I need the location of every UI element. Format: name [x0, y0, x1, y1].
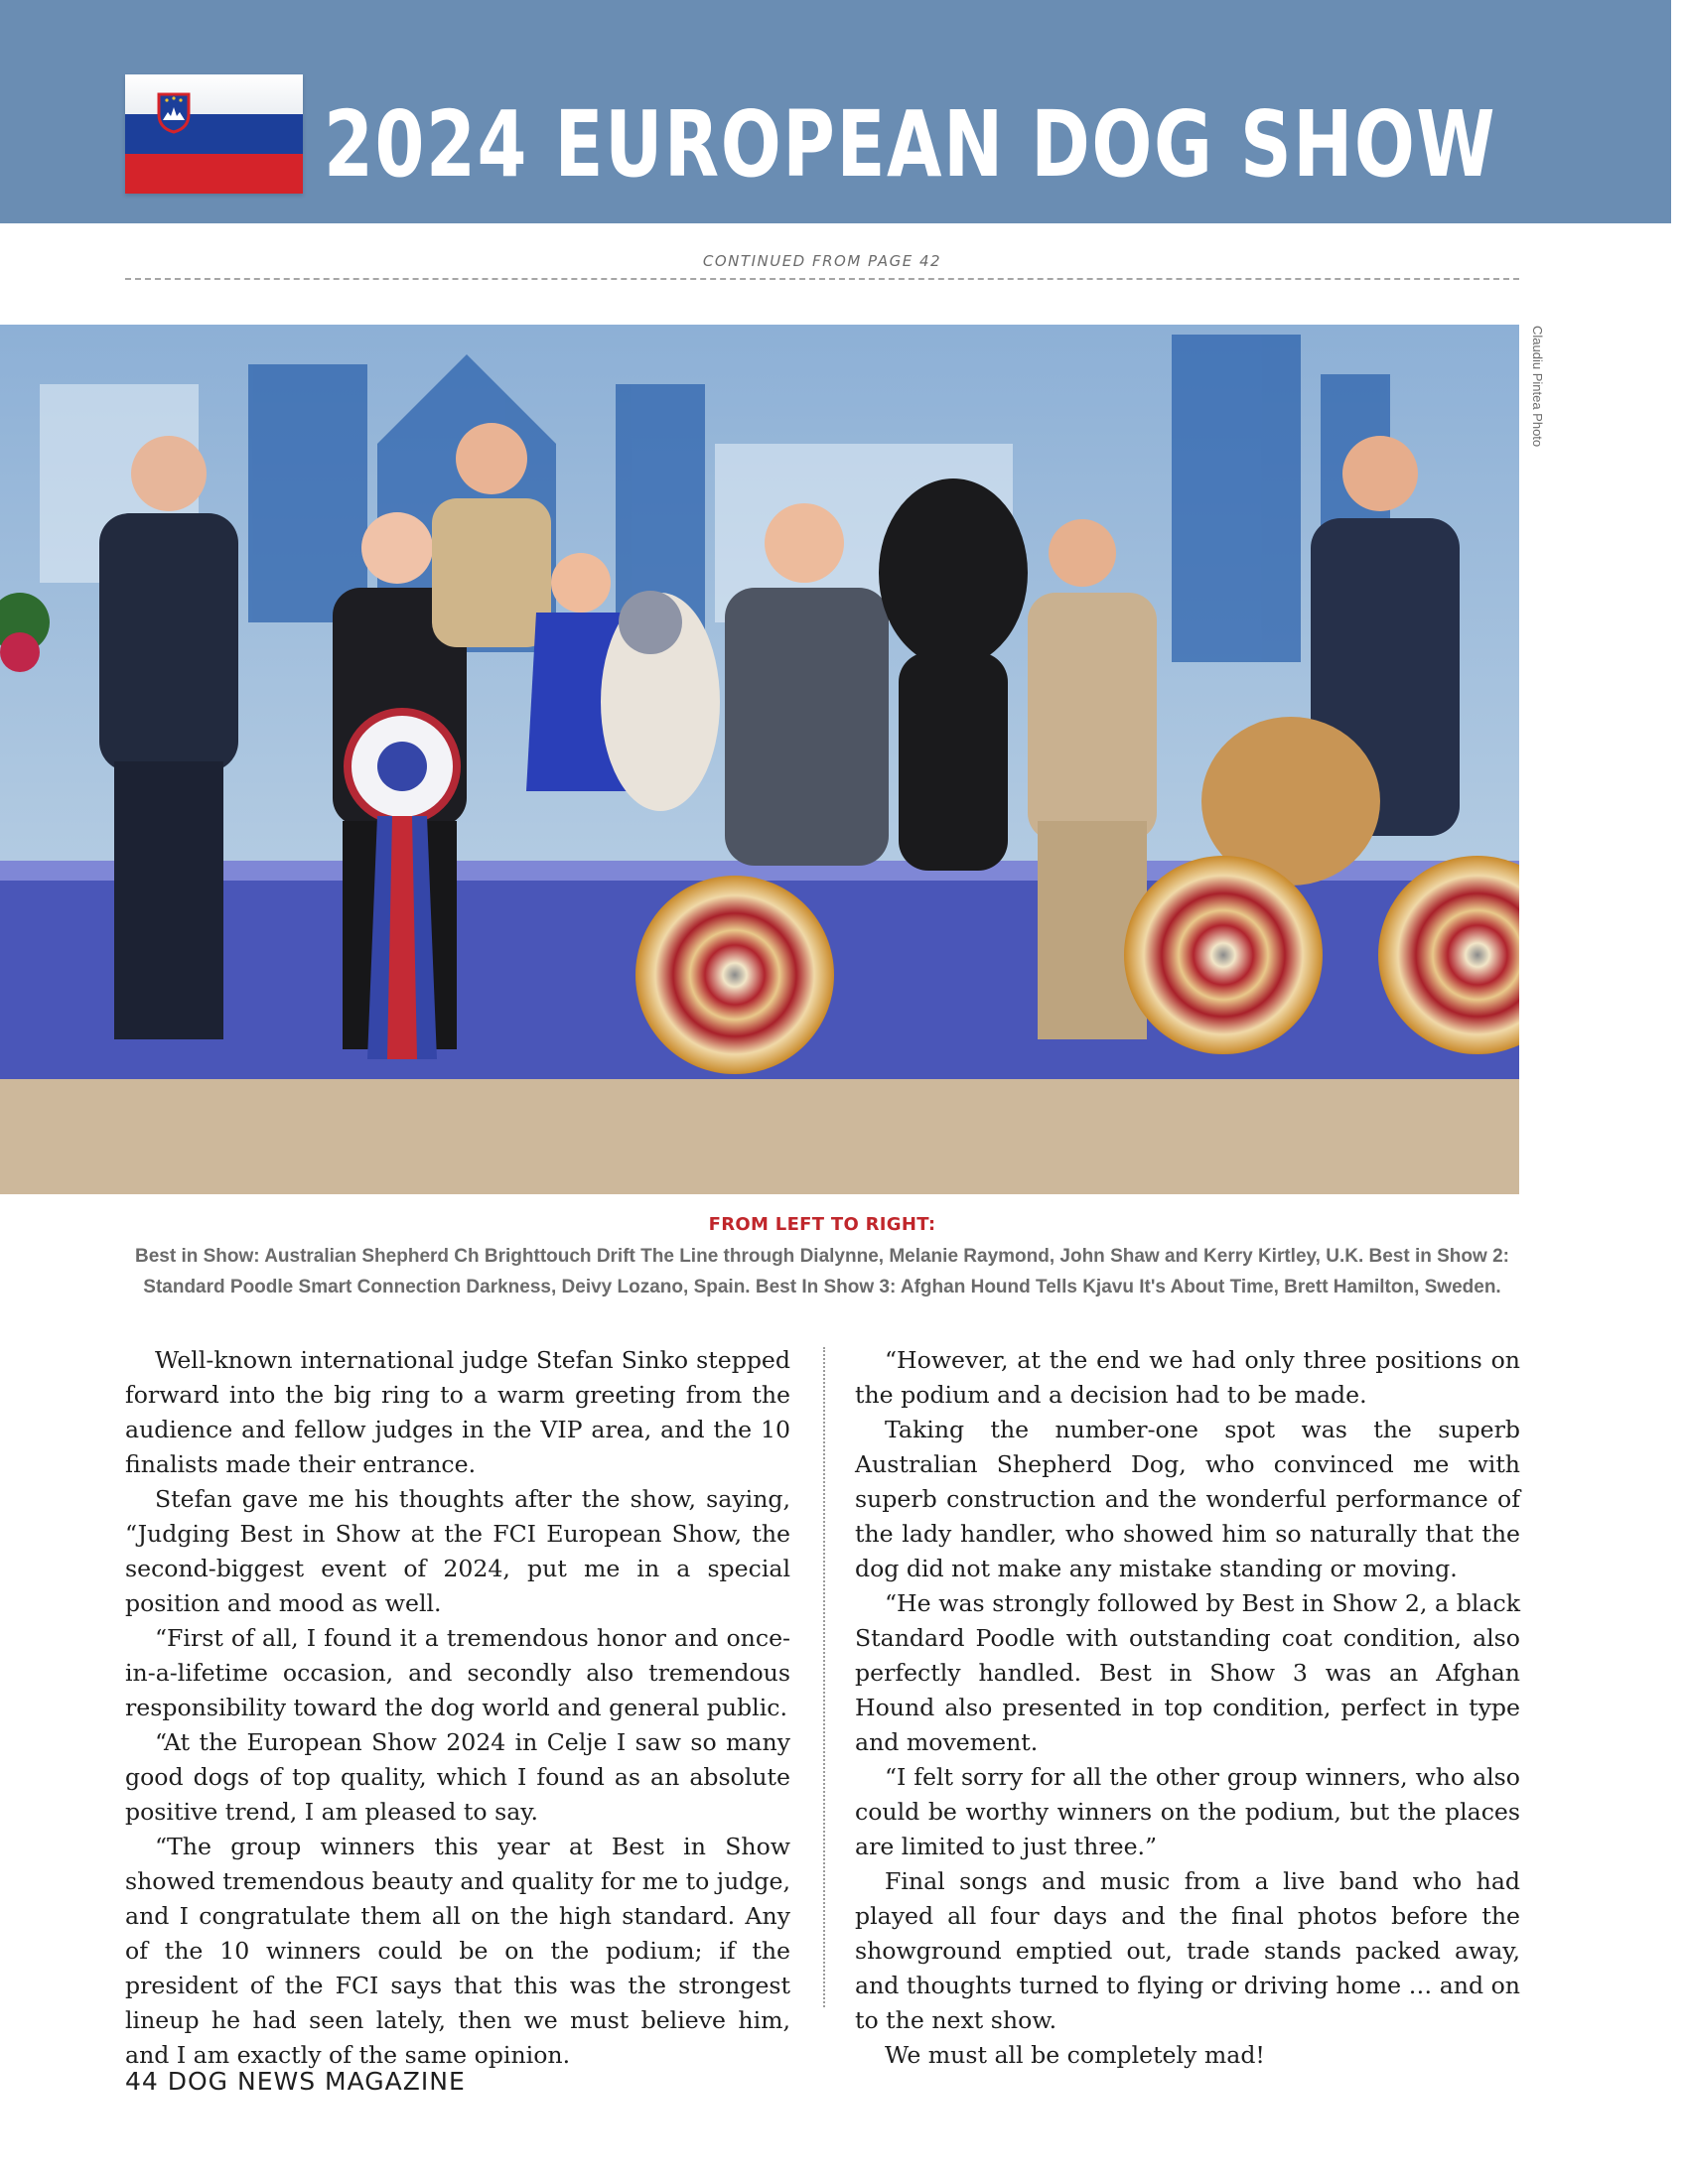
coat-of-arms-icon	[157, 92, 191, 134]
article-paragraph: Final songs and music from a live band who had played all four days and the final photos before the showground emptied out, trade stands packed away, and thoughts turned to flying or driving home … and on to the next show.	[855, 1867, 1520, 2034]
article-column-right	[855, 1343, 1520, 2073]
continued-note: CONTINUED FROM PAGE 42	[702, 252, 942, 270]
photo-caption: Best in Show: Australian Shepherd Ch Brighttouch Drift The Line through Dialynne, Melanie Raymond, John Shaw and Kerry Kirtley, U.K. Best in Show 2: Standard Poodle Smart Connection Darkness, Deivy Lozano, Spain. Best In Show 3: Afghan Hound Tells Kjavu It's About Time, Brett Hamilton, Sweden.	[135, 1246, 1509, 1297]
article-paragraph: “The group winners this year at Best in Show showed tremendous beauty and quality for me to judge, and I congratulate them all on the high standard. Any of the 10 winners could be on the podium; if the president of the FCI says that this was the strongest lineup he had seen lately, then we must believe him, and I am exactly of the same opinion.	[125, 1833, 790, 2069]
page-folio: 44 DOG NEWS MAGAZINE	[125, 2067, 466, 2096]
column-divider	[823, 1347, 825, 2007]
article-paragraph: Taking the number-one spot was the superb Australian Shepherd Dog, who convinced me with superb construction and the wonderful performance of the lady handler, who showed him so naturally that the dog did not make any mistake standing or moving.	[855, 1416, 1520, 1582]
article-paragraph: “I felt sorry for all the other group winners, who also could be worthy winners on the podium, but the places are limited to just three.”	[855, 1763, 1520, 1860]
page-title: 2024 EUROPEAN DOG SHOW	[324, 91, 1497, 198]
article-paragraph: “However, at the end we had only three positions on the podium and a decision had to be made.	[855, 1346, 1520, 1409]
article-paragraph: “First of all, I found it a tremendous honor and once-in-a-lifetime occasion, and secondly also tremendous responsibility toward the dog world and general public.	[125, 1624, 790, 1721]
slovenia-flag-icon	[125, 74, 303, 194]
article-paragraph: We must all be completely mad!	[885, 2041, 1265, 2069]
photo-credit: Claudiu Pintea Photo	[1530, 326, 1545, 448]
article-paragraph: “At the European Show 2024 in Celje I saw so many good dogs of top quality, which I found as an absolute positive trend, I am pleased to say.	[125, 1728, 790, 1826]
dashed-divider	[125, 278, 1519, 280]
article-column-left	[125, 1343, 790, 2073]
article-paragraph: Well-known international judge Stefan Sinko stepped forward into the big ring to a warm greeting from the audience and fellow judges in the VIP area, and the 10 finalists made their entrance.	[125, 1346, 790, 1478]
best-in-show-photo	[0, 325, 1519, 1194]
caption-heading: FROM LEFT TO RIGHT:	[708, 1214, 936, 1235]
article-paragraph: Stefan gave me his thoughts after the show, saying, “Judging Best in Show at the FCI European Show, the second-biggest event of 2024, put me in a special position and mood as well.	[125, 1485, 790, 1617]
article-paragraph: “He was strongly followed by Best in Show 2, a black Standard Poodle with outstanding coat condition, also perfectly handled. Best in Show 3 was an Afghan Hound also presented in top condition, perfect in type and movement.	[855, 1589, 1520, 1756]
